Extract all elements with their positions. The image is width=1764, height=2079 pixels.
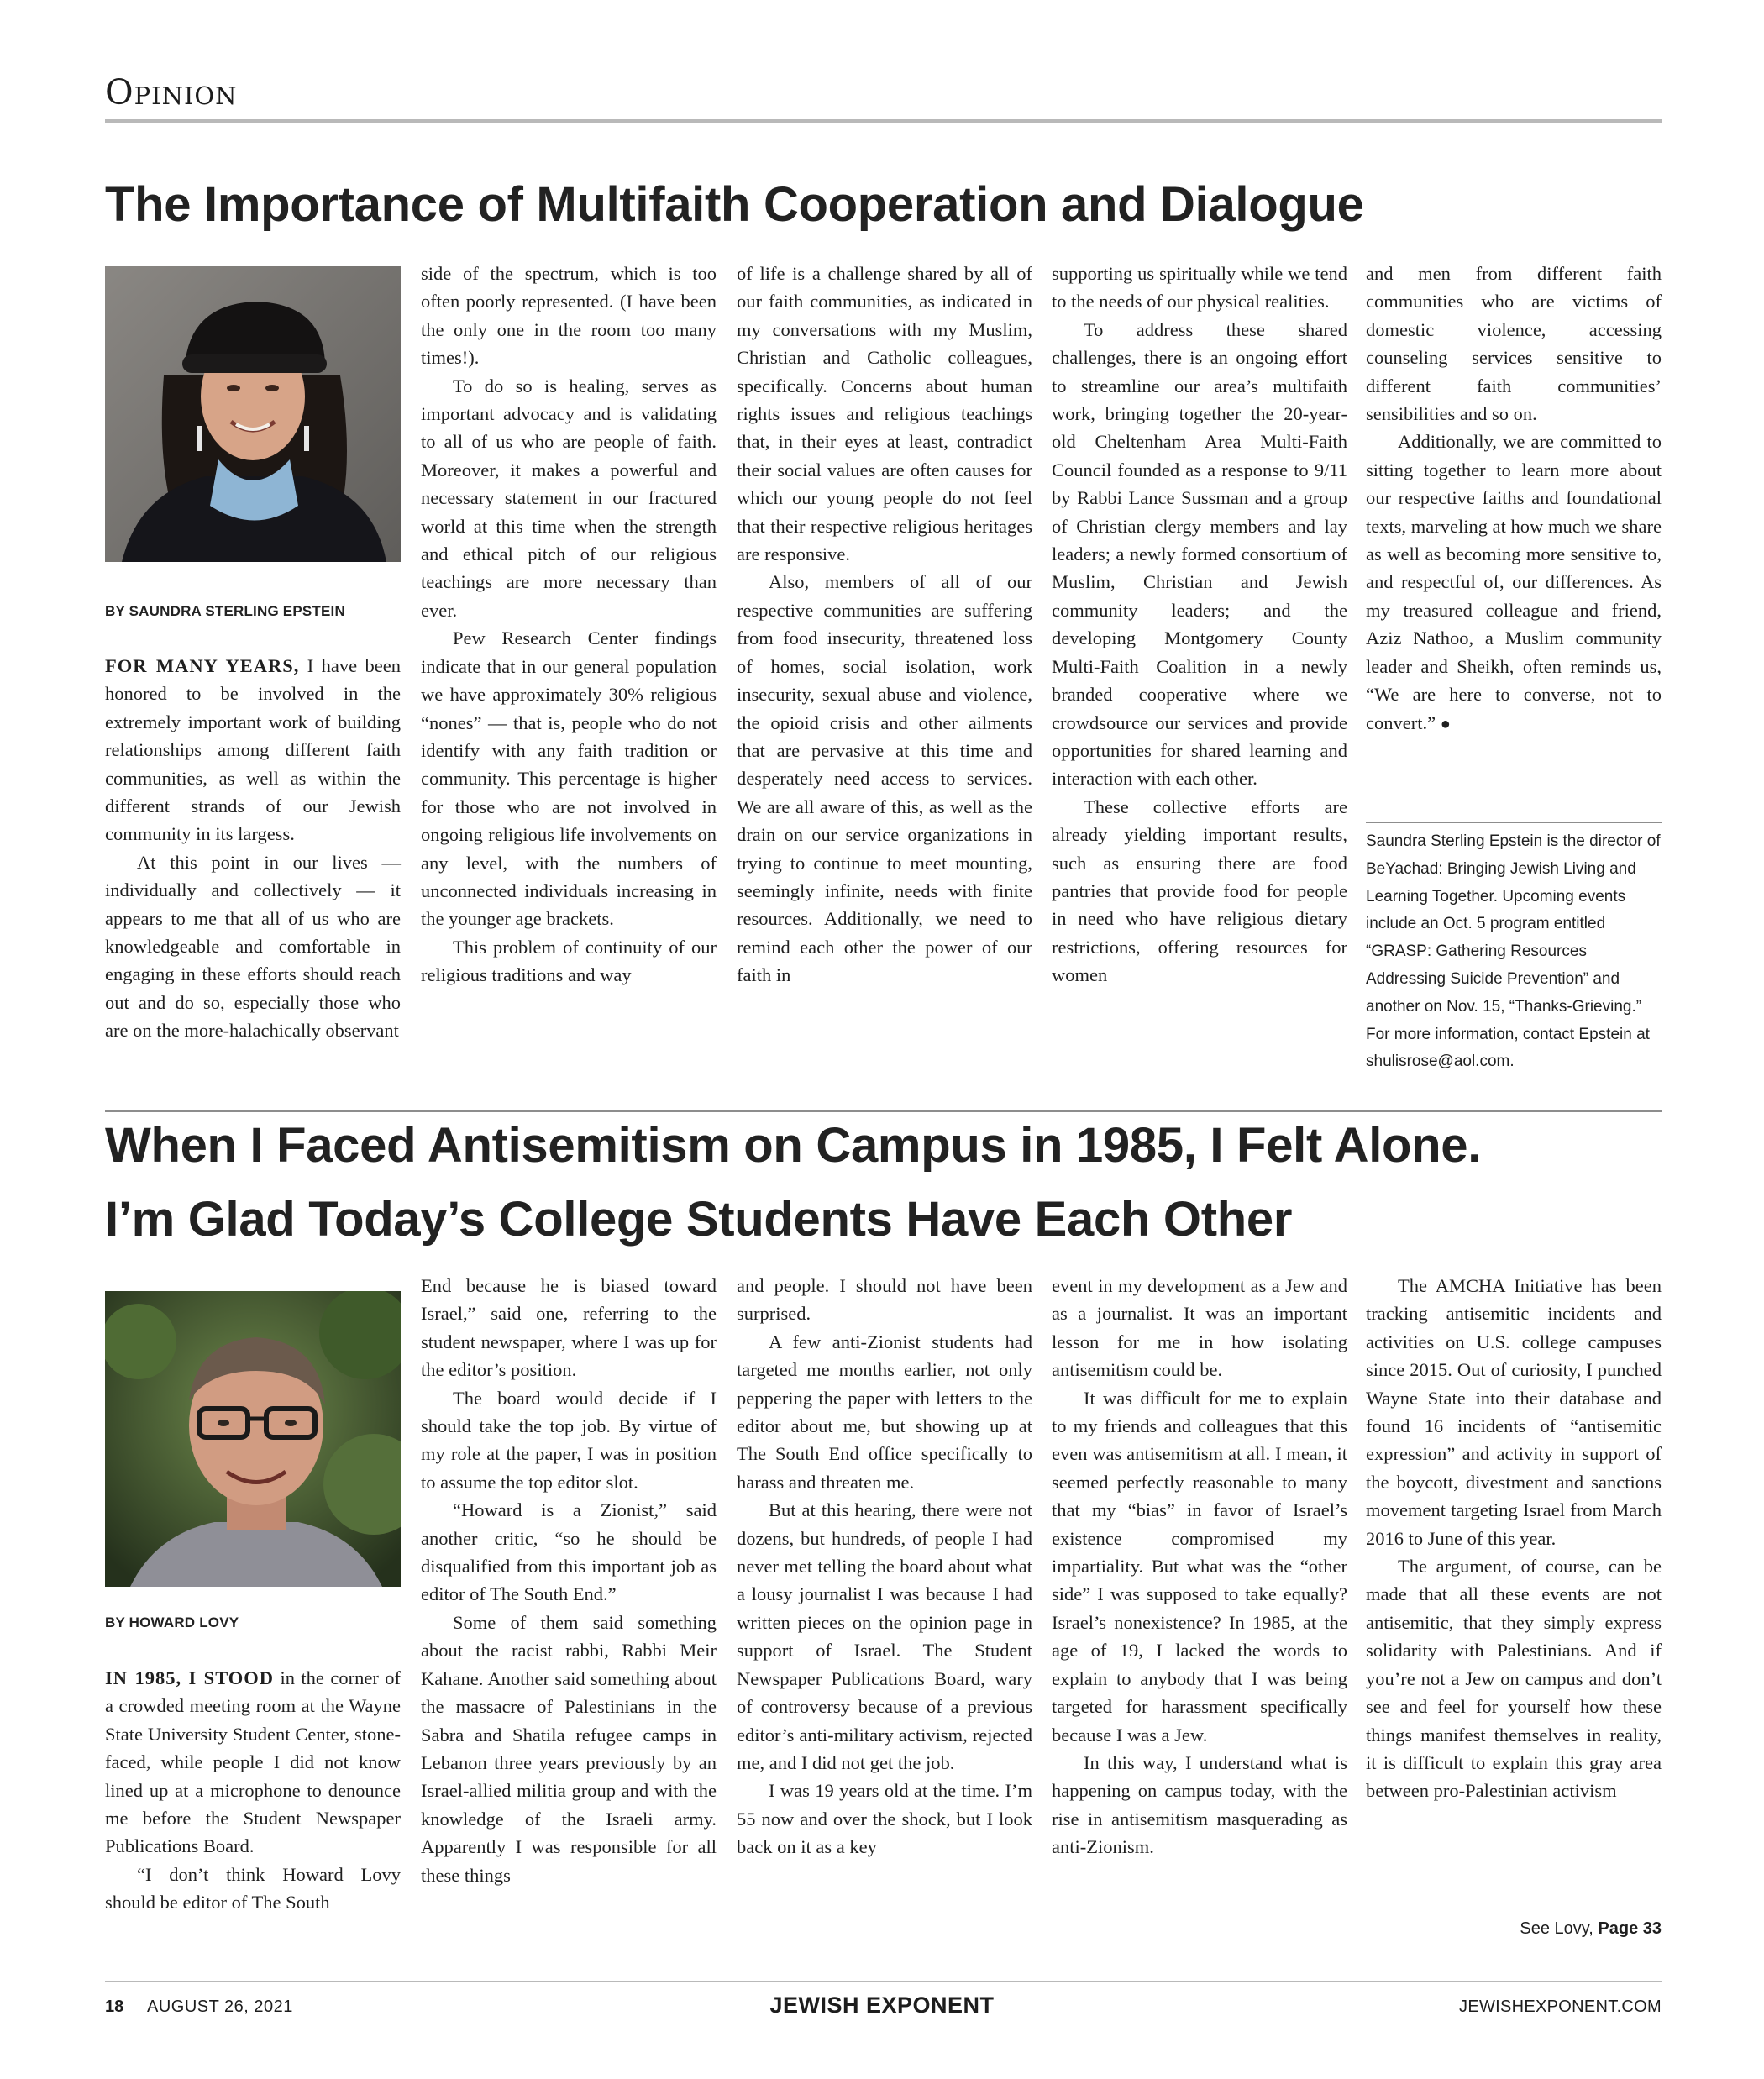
article2-paragraph: IN 1985, I STOOD in the corner of a crowded meeting room at the Wayne State University Student Center, stone-faced, while people I did not know lined up at a microphone to denounce me before the Student Newspaper Publications Board. <box>105 1667 401 1857</box>
article2-paragraph: “I don’t think Howard Lovy should be editor of The South <box>105 1863 401 1914</box>
article2-headline-line1: When I Faced Antisemitism on Campus in 1985, I Felt Alone. <box>105 1118 1482 1173</box>
author-photo-epstein <box>105 266 401 562</box>
article1-paragraph: To do so is healing, serves as important advocacy and is validating to all of us who are people of faith. Moreover, it makes a powerful and necessary statement in our fractured world at this time when the strength and ethical pitch of our religious teachings are more necessary than ever. <box>421 375 717 621</box>
article2-paragraph: “Howard is a Zionist,” said another critic, “so he should be disqualified from this important job as editor of The South End.” <box>421 1499 717 1605</box>
article2-paragraph: event in my development as a Jew and as a journalist. It was an important lesson for me in how isolating antisemitism could be. <box>1052 1275 1347 1381</box>
article2-paragraph: In this way, I understand what is happening on campus today, with the rise in antisemitism masquerading as anti-Zionism. <box>1052 1751 1347 1858</box>
end-mark-icon: ● <box>1440 714 1451 733</box>
header-rule <box>105 119 1662 123</box>
article1-paragraph: supporting us spiritually while we tend to the needs of our physical realities. <box>1052 263 1347 312</box>
author-photo-lovy <box>105 1291 401 1587</box>
article2-paragraph: End because he is biased toward Israel,” said one, referring to the student newspaper, where I was up for the editor’s position. <box>421 1275 717 1381</box>
jump-reference[interactable]: See Lovy, Page 33 <box>1520 1919 1662 1938</box>
article2-paragraph: But at this hearing, there were not dozens, but hundreds, of people I had never met telling the board about what a lousy journalist I was because I had written pieces on the opinion page in support of Israel. The Student Newspaper Publications Board, wary of controversy because of a previous editor’s anti-military activism, rejected me, and I did not get the job. <box>737 1499 1032 1773</box>
article2-lead-in: IN 1985, I STOOD <box>105 1667 275 1688</box>
article2-byline: BY HOWARD LOVY <box>105 1614 239 1630</box>
article1-paragraph: of life is a challenge shared by all of our faith communities, as indicated in my conversations with my Muslim, Christian and Catholic colleagues, specifically. Concerns about human rights issues and religious teachings that, in their eyes at least, contradict their social values are often causes for which our young people do not feel that their respective religious heritages are responsive. <box>737 263 1032 565</box>
section-label: Opinion <box>105 72 238 113</box>
article2-column-1 <box>105 1664 401 1917</box>
article1-paragraph: Additionally, we are committed to sitting together to learn more about our respective faiths and foundational texts, marveling at how much we share as well as becoming more sensitive to, and respectful of, our differences. As my treasured colleague and friend, Aziz Nathoo, a Muslim community leader and Sheikh, often reminds us, “We are here to converse, not to convert.” ● <box>1366 431 1662 733</box>
publication-name: JEWISH EXPONENT <box>769 1992 995 2018</box>
article1-paragraph: side of the spectrum, which is too often poorly represented. (I have been the only one in the room too many times!). <box>421 263 717 369</box>
bio-rule <box>1366 822 1662 823</box>
article-divider <box>105 1110 1662 1112</box>
author-bio: Saundra Sterling Epstein is the director of BeYachad: Bringing Jewish Living and Learning Together. Upcoming events include an Oct. 5 program entitled “GRASP: Gathering Resources Addressing Suicide Prevention” and another on Nov. 15, “Thanks-Grieving.” For more information, contact Epstein at shulisrose@aol.com. <box>1366 832 1661 1071</box>
article1-paragraph: To address these shared challenges, there is an ongoing effort to streamline our area’s multifaith work, bringing together the 20-year-old Cheltenham Area Multi-Faith Council founded as a response to 9/11 by Rabbi Lance Sussman and a group of Christian clergy members and lay leaders; a newly formed consortium of Muslim, Christian and Jewish community leaders; and the developing Montgomery County Multi-Faith Coalition in a newly branded cooperative where we crowdsource our services and provide opportunities for shared learning and interaction with each other. <box>1052 318 1347 790</box>
publication-website[interactable]: JEWISHEXPONENT.COM <box>1459 1998 1662 2016</box>
article2-paragraph: Some of them said something about the racist rabbi, Rabbi Meir Kahane. Another said something about the massacre of Palestinians in the Sabra and Shatila refugee camps in Lebanon three years previously by an Israel-allied militia group and with the knowledge of the Israeli army. Apparently I was responsible for all these things <box>421 1611 717 1886</box>
issue-date: AUGUST 26, 2021 <box>147 1998 293 2016</box>
article1-column-2 <box>421 260 717 990</box>
article2-paragraph: I was 19 years old at the time. I’m 55 now and over the shock, but I look back on it as a key <box>737 1780 1032 1858</box>
article1-paragraph: These collective efforts are already yielding important results, such as ensuring there are food pantries that provide food for people in need who have religious dietary restrictions, offering resources for women <box>1052 795 1347 986</box>
article1-column-4 <box>1052 260 1347 990</box>
article1-column-3 <box>737 260 1032 990</box>
article1-column-1 <box>105 652 401 1045</box>
article1-paragraph: This problem of continuity of our religious traditions and way <box>421 936 717 986</box>
article1-column-5 <box>1366 260 1662 738</box>
jump-page: Page 33 <box>1598 1919 1662 1938</box>
article2-paragraph: A few anti-Zionist students had targeted me months earlier, not only peppering the paper with letters to the editor about me, but showing up at The South End office specifically to harass and threaten me. <box>737 1331 1032 1493</box>
article1-paragraph: and men from different faith communities who are victims of domestic violence, accessing counseling services sensitive to different faith communities’ sensibilities and so on. <box>1366 263 1662 425</box>
article2-column-2 <box>421 1272 717 1889</box>
article1-paragraph: FOR MANY YEARS, I have been honored to be involved in the extremely important work of building relationships among different faith communities, as well as within the different strands of our Jewish community in its largess. <box>105 655 401 845</box>
article2-column-5 <box>1366 1272 1662 1805</box>
article2-paragraph: The argument, of course, can be made that all these events are not antisemitic, that they simply express solidarity with Palestinians. And if you’re not a Jew on campus and don’t see and feel for yourself how these things manifest themselves in reality, it is difficult to explain this gray area between pro-Palestinian activism <box>1366 1556 1662 1802</box>
article2-headline-line2: I’m Glad Today’s College Students Have Each Other <box>105 1192 1293 1247</box>
article2-paragraph: It was difficult for me to explain to my friends and colleagues that this even was antisemitism at all. I mean, it seemed perfectly reasonable to many that my “bias” in favor of Israel’s existence compromised my impartiality. But what was the “other side” I was supposed to take equally? Israel’s nonexistence? In 1985, at the age of 19, I lacked the words to explain to anybody that I was being targeted for harassment specifically because I was a Jew. <box>1052 1387 1347 1746</box>
article1-lead-in: FOR MANY YEARS, <box>105 655 300 676</box>
article1-paragraph: Also, members of all of our respective communities are suffering from food insecurity, threatened loss of homes, social isolation, work insecurity, sexual abuse and violence, the opioid crisis and other ailments that are pervasive at this time and desperately need access to services. We are all aware of this, as well as the drain on our service organizations in trying to continue to meet mounting, seemingly infinite, needs with finite resources. Additionally, we need to remind each other the power of our faith in <box>737 571 1032 986</box>
article1-paragraph: Pew Research Center findings indicate that in our general population we have approximately 30% religious “nones” — that is, people who do not identify with any faith tradition or community. This percentage is higher for those who are not involved in ongoing religious life involvements on any level, with the numbers of unconnected individuals increasing in the younger age brackets. <box>421 627 717 930</box>
article2-paragraph: The board would decide if I should take the top job. By virtue of my role at the paper, I was in position to assume the top editor slot. <box>421 1387 717 1493</box>
article1-headline: The Importance of Multifaith Cooperation and Dialogue <box>105 177 1364 232</box>
article1-byline: BY SAUNDRA STERLING EPSTEIN <box>105 603 345 619</box>
article2-column-4 <box>1052 1272 1347 1861</box>
page-number: 18 <box>105 1998 124 2016</box>
article2-column-3 <box>737 1272 1032 1861</box>
article2-paragraph: and people. I should not have been surprised. <box>737 1275 1032 1325</box>
footer-rule <box>105 1981 1662 1982</box>
article1-paragraph: At this point in our lives — individually and collectively — it appears to me that all of us who are knowledgeable and comfortable in engaging in these efforts should reach out and do so, especially those who are on the more-halachically observant <box>105 851 401 1042</box>
article2-paragraph: The AMCHA Initiative has been tracking antisemitic incidents and activities on U.S. college campuses since 2015. Out of curiosity, I punched Wayne State into their database and found 16 incidents of “antisemitic expression” and activity in support of the boycott, divestment and sanctions movement targeting Israel from March 2016 to June of this year. <box>1366 1275 1662 1549</box>
